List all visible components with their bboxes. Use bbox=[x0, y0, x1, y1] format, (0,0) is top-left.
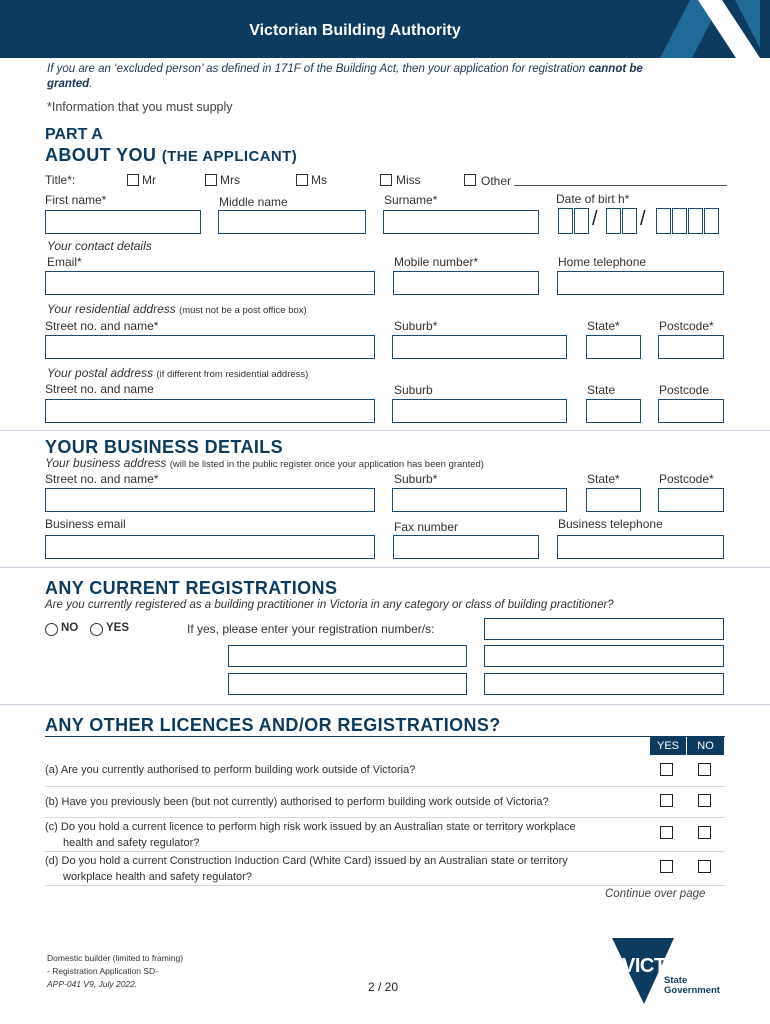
fax-label: Fax number bbox=[394, 520, 459, 534]
res-postcode-field[interactable] bbox=[658, 335, 724, 359]
about-you-heading: ABOUT YOU (THE APPLICANT) bbox=[45, 145, 298, 165]
victoria-logo-sub: State Government bbox=[664, 975, 720, 996]
question-a-yes-checkbox[interactable] bbox=[660, 763, 673, 776]
title-mr-checkbox[interactable] bbox=[127, 174, 139, 186]
dob-month-1[interactable] bbox=[606, 208, 621, 234]
middle-name-field[interactable] bbox=[218, 210, 366, 234]
registration-number-field-2[interactable] bbox=[228, 645, 467, 667]
business-heading: YOUR BUSINESS DETAILS bbox=[45, 437, 284, 457]
surname-label: Surname* bbox=[384, 193, 438, 207]
section-divider bbox=[0, 567, 770, 568]
registered-no-label: NO bbox=[61, 622, 79, 634]
res-state-label: State* bbox=[587, 319, 620, 333]
registered-no-radio[interactable] bbox=[45, 623, 58, 636]
bus-street-field[interactable] bbox=[45, 488, 375, 512]
registration-number-field-4[interactable] bbox=[228, 673, 467, 695]
bus-state-field[interactable] bbox=[586, 488, 641, 512]
res-street-field[interactable] bbox=[45, 335, 375, 359]
res-suburb-label: Suburb* bbox=[394, 319, 438, 333]
dob-day-2[interactable] bbox=[574, 208, 589, 234]
res-state-field[interactable] bbox=[586, 335, 641, 359]
bus-email-label: Business email bbox=[45, 517, 126, 531]
title-mrs-checkbox[interactable] bbox=[205, 174, 217, 186]
title-label: Title*: bbox=[45, 173, 76, 187]
registered-yes-radio[interactable] bbox=[90, 623, 103, 636]
row-divider bbox=[45, 885, 725, 886]
question-a-no-checkbox[interactable] bbox=[698, 763, 711, 776]
registration-prompt: If yes, please enter your registration number/s: bbox=[187, 622, 435, 636]
home-phone-field[interactable] bbox=[557, 271, 724, 295]
postal-postcode-field[interactable] bbox=[658, 399, 724, 423]
postal-suburb-label: Suburb bbox=[394, 383, 433, 397]
contact-heading: Your contact details bbox=[47, 239, 152, 253]
postal-postcode-label: Postcode bbox=[659, 383, 710, 397]
row-divider bbox=[45, 817, 725, 818]
res-suburb-field[interactable] bbox=[392, 335, 567, 359]
victoria-logo-word: VICTORIA bbox=[622, 955, 714, 977]
dob-separator: / bbox=[592, 208, 598, 230]
title-other-line[interactable] bbox=[514, 185, 727, 186]
section-divider bbox=[0, 430, 770, 431]
mobile-field[interactable] bbox=[393, 271, 539, 295]
licence-question-a: (a) Are you currently authorised to perform building work outside of Victoria? bbox=[45, 764, 416, 776]
question-d-yes-checkbox[interactable] bbox=[660, 860, 673, 873]
dob-day-1[interactable] bbox=[558, 208, 573, 234]
col-yes-header: YES bbox=[650, 737, 686, 755]
part-label: PART A bbox=[45, 126, 103, 143]
dob-year-2[interactable] bbox=[672, 208, 687, 234]
continue-note: Continue over page bbox=[605, 888, 706, 900]
postal-street-field[interactable] bbox=[45, 399, 375, 423]
home-phone-label: Home telephone bbox=[558, 255, 647, 269]
required-note: *Information that you must supply bbox=[47, 100, 233, 114]
title-ms-label: Ms bbox=[311, 173, 327, 187]
licence-question-b: (b) Have you previously been (but not currently) authorised to perform building work outside of Victoria? bbox=[45, 796, 549, 808]
bus-email-field[interactable] bbox=[45, 535, 375, 559]
row-divider bbox=[45, 851, 725, 852]
section-divider bbox=[0, 704, 770, 705]
registrations-question: Are you currently registered as a building practitioner in Victoria in any category or class of building practitioner? bbox=[45, 599, 614, 611]
footer-doc-info: Domestic builder (limited to framing) - Registration Application SD- APP-041 V9, July 2022. bbox=[47, 953, 184, 989]
excluded-person-notice: If you are an ‘excluded person’ as defined in 171F of the Building Act, then your application for registration cannot be granted. bbox=[47, 63, 643, 90]
bus-postcode-field[interactable] bbox=[658, 488, 724, 512]
residential-heading: Your residential address (must not be a post office box) bbox=[47, 302, 307, 316]
dob-separator: / bbox=[640, 208, 646, 230]
res-postcode-label: Postcode* bbox=[659, 319, 714, 333]
page-number: 2 / 20 bbox=[368, 980, 399, 994]
title-ms-checkbox[interactable] bbox=[296, 174, 308, 186]
business-address-heading: Your business address (will be listed in the public register once your application has been granted) bbox=[45, 456, 484, 470]
question-c-yes-checkbox[interactable] bbox=[660, 826, 673, 839]
bus-street-label: Street no. and name* bbox=[45, 472, 159, 486]
header-title: Victorian Building Authority bbox=[249, 22, 461, 39]
licence-question-c: (c) Do you hold a current licence to perform high risk work issued by an Australian state or territory workplace health and safety regulator? bbox=[45, 821, 576, 849]
title-other-label: Other bbox=[481, 174, 512, 188]
question-b-no-checkbox[interactable] bbox=[698, 794, 711, 807]
bus-postcode-label: Postcode* bbox=[659, 472, 714, 486]
registration-number-field-3[interactable] bbox=[484, 645, 724, 667]
col-no-header: NO bbox=[687, 737, 724, 755]
registration-number-field-5[interactable] bbox=[484, 673, 724, 695]
surname-field[interactable] bbox=[383, 210, 539, 234]
middle-name-label: Middle name bbox=[219, 195, 288, 209]
title-mr-label: Mr bbox=[142, 173, 156, 187]
registrations-heading: ANY CURRENT REGISTRATIONS bbox=[45, 578, 338, 598]
mobile-label: Mobile number* bbox=[394, 255, 479, 269]
dob-month-2[interactable] bbox=[622, 208, 637, 234]
bus-suburb-label: Suburb* bbox=[394, 472, 438, 486]
title-miss-checkbox[interactable] bbox=[380, 174, 392, 186]
dob-label: Date of birt h* bbox=[556, 192, 630, 206]
title-miss-label: Miss bbox=[396, 173, 421, 187]
registered-yes-label: YES bbox=[106, 622, 130, 634]
dob-year-1[interactable] bbox=[656, 208, 671, 234]
question-c-no-checkbox[interactable] bbox=[698, 826, 711, 839]
bus-phone-field[interactable] bbox=[557, 535, 724, 559]
licences-heading: ANY OTHER LICENCES AND/OR REGISTRATIONS? bbox=[45, 715, 501, 735]
email-field[interactable] bbox=[45, 271, 375, 295]
postal-state-field[interactable] bbox=[586, 399, 641, 423]
postal-heading: Your postal address (if different from residential address) bbox=[47, 366, 309, 380]
bus-state-label: State* bbox=[587, 472, 620, 486]
first-name-label: First name* bbox=[45, 193, 107, 207]
res-street-label: Street no. and name* bbox=[45, 319, 159, 333]
bus-phone-label: Business telephone bbox=[558, 517, 663, 531]
first-name-field[interactable] bbox=[45, 210, 201, 234]
bus-suburb-field[interactable] bbox=[392, 488, 567, 512]
postal-street-label: Street no. and name bbox=[45, 382, 154, 396]
licences-rule bbox=[45, 736, 725, 737]
dob-year-4[interactable] bbox=[704, 208, 719, 234]
registration-number-field-1[interactable] bbox=[484, 618, 724, 640]
dob-year-3[interactable] bbox=[688, 208, 703, 234]
licence-question-d: (d) Do you hold a current Construction Induction Card (White Card) issued by an Australian state or territory workplace health and safety regulator? bbox=[45, 855, 568, 883]
question-d-no-checkbox[interactable] bbox=[698, 860, 711, 873]
fax-field[interactable] bbox=[393, 535, 539, 559]
row-divider bbox=[45, 786, 725, 787]
postal-state-label: State bbox=[587, 383, 616, 397]
title-mrs-label: Mrs bbox=[220, 173, 240, 187]
postal-suburb-field[interactable] bbox=[392, 399, 567, 423]
question-b-yes-checkbox[interactable] bbox=[660, 794, 673, 807]
email-label: Email* bbox=[47, 255, 82, 269]
title-other-checkbox[interactable] bbox=[464, 174, 476, 186]
